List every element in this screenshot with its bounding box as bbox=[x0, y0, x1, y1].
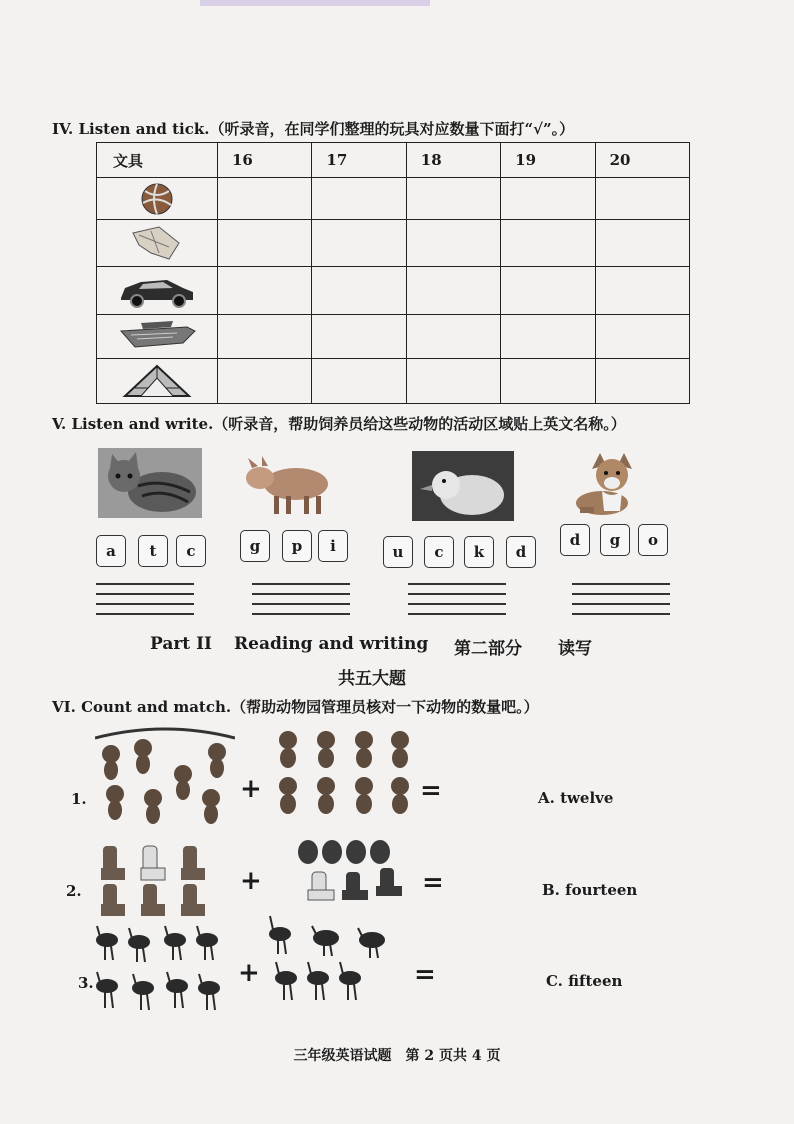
header-cell: 16 bbox=[218, 143, 312, 178]
cat-icon bbox=[98, 448, 202, 518]
alpaca-group-right bbox=[296, 838, 408, 904]
tick-cell[interactable] bbox=[312, 178, 406, 220]
letter-tile[interactable]: t bbox=[138, 535, 168, 567]
ostrich-group-right bbox=[264, 912, 396, 1004]
tick-cell[interactable] bbox=[218, 220, 312, 267]
plus-sign: + bbox=[240, 774, 262, 804]
tick-cell[interactable] bbox=[501, 314, 595, 359]
letter-tile[interactable]: p bbox=[282, 530, 312, 562]
table-row bbox=[97, 359, 690, 404]
header-cell: 19 bbox=[501, 143, 595, 178]
writing-lines[interactable] bbox=[408, 583, 506, 623]
answer-option[interactable]: B. fourteen bbox=[542, 881, 638, 899]
part-cn-title: 第二部分 bbox=[454, 639, 522, 659]
tick-cell[interactable] bbox=[312, 314, 406, 359]
tick-cell[interactable] bbox=[406, 267, 500, 314]
plus-sign: + bbox=[240, 866, 262, 896]
toy-count-table bbox=[96, 142, 690, 404]
letter-tile[interactable]: c bbox=[424, 536, 454, 568]
toy-cell bbox=[97, 267, 218, 314]
plus-sign: + bbox=[238, 958, 260, 988]
duck-icon bbox=[412, 451, 514, 521]
tick-cell[interactable] bbox=[501, 267, 595, 314]
equals-sign: = bbox=[414, 960, 436, 990]
answer-option[interactable]: A. twelve bbox=[538, 789, 614, 807]
boat-icon bbox=[117, 317, 197, 355]
table-row bbox=[97, 178, 690, 220]
header-cell: 20 bbox=[595, 143, 689, 178]
part-subtitle: 共五大题 bbox=[338, 669, 406, 689]
equals-sign: = bbox=[422, 868, 444, 898]
letter-tile[interactable]: u bbox=[383, 536, 413, 568]
tick-cell[interactable] bbox=[595, 220, 689, 267]
section-v-heading: V. Listen and write.（听录音，帮助饲养员给这些动物的活动区域贴上英文名称。） bbox=[52, 415, 626, 433]
car-icon bbox=[117, 270, 197, 310]
table-row bbox=[97, 267, 690, 314]
tick-cell[interactable] bbox=[595, 314, 689, 359]
tick-cell[interactable] bbox=[406, 314, 500, 359]
header-cell: 17 bbox=[312, 143, 406, 178]
tick-cell[interactable] bbox=[218, 314, 312, 359]
row-number: 2. bbox=[66, 882, 82, 900]
monkey-group-left bbox=[95, 724, 235, 824]
table-row bbox=[97, 314, 690, 359]
tick-cell[interactable] bbox=[218, 359, 312, 404]
ball-icon bbox=[137, 181, 177, 217]
letter-tile[interactable]: o bbox=[638, 524, 668, 556]
tick-cell[interactable] bbox=[218, 178, 312, 220]
monkey-group-right bbox=[270, 724, 418, 824]
letter-tile[interactable]: d bbox=[560, 524, 590, 556]
toy-cell bbox=[97, 359, 218, 404]
part-cn-sub: 读写 bbox=[558, 639, 592, 659]
letter-tile[interactable]: g bbox=[240, 530, 270, 562]
tick-cell[interactable] bbox=[312, 359, 406, 404]
tick-cell[interactable] bbox=[406, 359, 500, 404]
toy-cell bbox=[97, 178, 218, 220]
row-number: 1. bbox=[71, 790, 87, 808]
writing-lines[interactable] bbox=[252, 583, 350, 623]
tick-cell[interactable] bbox=[501, 220, 595, 267]
part-label: Part II bbox=[150, 634, 212, 654]
table-row bbox=[97, 220, 690, 267]
alpaca-group-left bbox=[97, 842, 217, 918]
toy-cell bbox=[97, 314, 218, 359]
tick-cell[interactable] bbox=[501, 178, 595, 220]
tick-cell[interactable] bbox=[406, 178, 500, 220]
letter-tile[interactable]: d bbox=[506, 536, 536, 568]
equals-sign: = bbox=[420, 776, 442, 806]
paper-plane-icon bbox=[129, 223, 185, 263]
letter-tile[interactable]: i bbox=[318, 530, 348, 562]
answer-option[interactable]: C. fifteen bbox=[546, 972, 623, 990]
tick-cell[interactable] bbox=[406, 220, 500, 267]
tick-cell[interactable] bbox=[312, 267, 406, 314]
dog-icon bbox=[562, 447, 646, 519]
toy-cell bbox=[97, 220, 218, 267]
section-vi-heading: VI. Count and match.（帮助动物园管理员核对一下动物的数量吧。） bbox=[52, 698, 539, 716]
writing-lines[interactable] bbox=[572, 583, 670, 623]
letter-tile[interactable]: g bbox=[600, 524, 630, 556]
table-header-row bbox=[97, 143, 690, 178]
part-title: Reading and writing bbox=[234, 634, 429, 654]
tick-cell[interactable] bbox=[595, 359, 689, 404]
scan-edge bbox=[200, 0, 430, 6]
ostrich-group-left bbox=[93, 920, 223, 1016]
row-number: 3. bbox=[78, 974, 94, 992]
section-iv-heading: IV. Listen and tick.（听录音，在同学们整理的玩具对应数量下面打“√”。） bbox=[52, 120, 575, 138]
tick-cell[interactable] bbox=[595, 178, 689, 220]
header-cell: 文具 bbox=[97, 143, 218, 178]
letter-tile[interactable]: c bbox=[176, 535, 206, 567]
letter-tile[interactable]: k bbox=[464, 536, 494, 568]
page-footer: 三年级英语试题 第 2 页共 4 页 bbox=[293, 1048, 501, 1064]
writing-lines[interactable] bbox=[96, 583, 194, 623]
pig-icon bbox=[240, 452, 340, 518]
tick-cell[interactable] bbox=[312, 220, 406, 267]
header-cell: 18 bbox=[406, 143, 500, 178]
tick-cell[interactable] bbox=[501, 359, 595, 404]
tick-cell[interactable] bbox=[595, 267, 689, 314]
tick-cell[interactable] bbox=[218, 267, 312, 314]
letter-tile[interactable]: a bbox=[96, 535, 126, 567]
kite-icon bbox=[121, 362, 193, 400]
